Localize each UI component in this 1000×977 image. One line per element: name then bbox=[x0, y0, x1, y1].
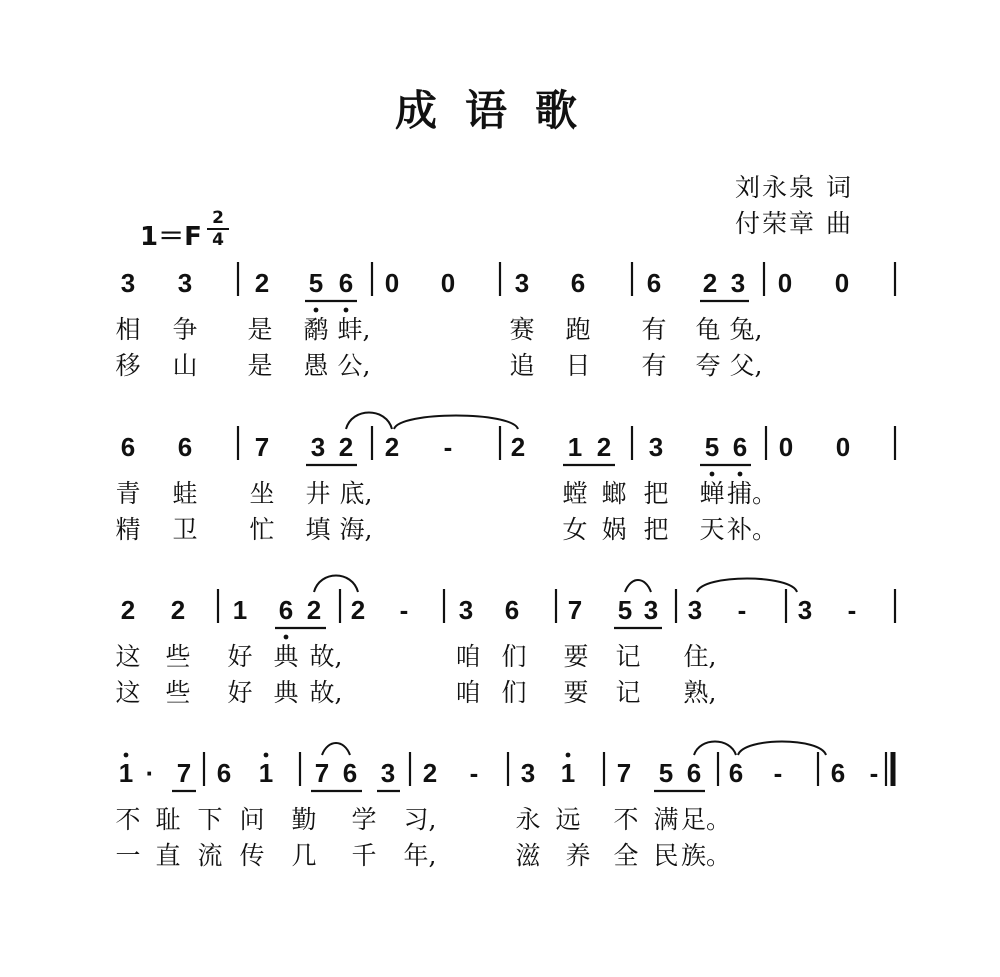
lyric-verse1: 捕。 bbox=[726, 479, 778, 508]
note: 1 bbox=[118, 758, 134, 788]
lyric-verse2: 记 bbox=[615, 678, 641, 707]
note: 0 bbox=[778, 432, 794, 462]
lyric-verse2: 公, bbox=[337, 351, 371, 380]
lyric-verse2: 娲 bbox=[601, 515, 627, 544]
note: 1 bbox=[258, 758, 274, 788]
lyric-verse1: 把 bbox=[643, 479, 669, 508]
lyric-verse1: 足。 bbox=[680, 805, 732, 834]
lyric-verse1: 有 bbox=[641, 315, 667, 344]
lyric-verse1: 典 bbox=[273, 642, 299, 671]
note: 6 bbox=[278, 595, 294, 625]
lyric-verse2: 千 bbox=[351, 841, 377, 870]
slur-tie bbox=[697, 579, 797, 593]
note: 2 bbox=[170, 595, 186, 625]
note: 2 bbox=[338, 432, 354, 462]
note: 2 bbox=[510, 432, 526, 462]
lyric-verse2: 夸 bbox=[695, 351, 721, 380]
lyric-verse2: 好 bbox=[227, 678, 253, 707]
lyric-verse2: 精 bbox=[115, 515, 141, 544]
slur-tie bbox=[314, 576, 358, 593]
lyric-verse2: 民 bbox=[653, 841, 679, 870]
lyric-verse2: 补。 bbox=[726, 515, 778, 544]
lyric-verse1: 好 bbox=[227, 642, 253, 671]
lyric-verse1: 井 bbox=[305, 479, 331, 508]
lyric-verse1: 些 bbox=[165, 642, 191, 671]
note: 6 bbox=[120, 432, 136, 462]
lyric-verse1: 螳 bbox=[562, 479, 588, 508]
slur-tie bbox=[322, 743, 350, 755]
lyric-verse1: 蝉 bbox=[699, 479, 725, 508]
note: 3 bbox=[648, 432, 664, 462]
lyric-verse1: 龟 bbox=[695, 315, 721, 344]
lyric-verse1: 要 bbox=[563, 642, 589, 671]
note: 3 bbox=[177, 268, 193, 298]
note: 3 bbox=[730, 268, 746, 298]
note: 0 bbox=[835, 432, 851, 462]
lyric-verse1: 跑 bbox=[565, 315, 591, 344]
note: 0 bbox=[834, 268, 850, 298]
lyric-verse2: 熟, bbox=[683, 678, 717, 707]
note: 3 bbox=[520, 758, 536, 788]
lyric-verse2: 有 bbox=[641, 351, 667, 380]
lyric-verse1: 蛙 bbox=[172, 479, 198, 508]
lyric-verse1: 住, bbox=[683, 642, 717, 671]
lyric-verse2: 把 bbox=[643, 515, 669, 544]
lyric-verse2: 几 bbox=[291, 841, 317, 870]
note: 1 bbox=[560, 758, 576, 788]
lyric-verse1: 勤 bbox=[291, 805, 317, 834]
lyric-verse2: 一 bbox=[115, 841, 141, 870]
lyric-verse2: 填 bbox=[305, 515, 331, 544]
lyric-verse1: 学 bbox=[351, 805, 377, 834]
note: - bbox=[737, 595, 747, 625]
lyric-verse1: 们 bbox=[501, 642, 527, 671]
lyric-verse1: 问 bbox=[239, 805, 265, 834]
song-title: 成语歌 bbox=[394, 86, 605, 135]
octave-dot-above bbox=[264, 753, 269, 758]
lyric-verse1: 故, bbox=[309, 642, 343, 671]
lyric-verse1: 兔, bbox=[729, 315, 763, 344]
lyric-verse2: 年, bbox=[403, 841, 437, 870]
note: 5 bbox=[704, 432, 720, 462]
lyric-verse2: 女 bbox=[562, 515, 588, 544]
lyric-verse2: 追 bbox=[509, 351, 535, 380]
octave-dot-below bbox=[284, 635, 289, 640]
octave-dot-below bbox=[314, 308, 319, 313]
slur-tie bbox=[625, 580, 651, 592]
octave-dot-below bbox=[344, 308, 349, 313]
lyric-verse1: 螂 bbox=[601, 479, 627, 508]
note: 3 bbox=[458, 595, 474, 625]
lyric-verse2: 海, bbox=[339, 515, 373, 544]
note: 3 bbox=[380, 758, 396, 788]
octave-dot-above bbox=[124, 753, 129, 758]
note: 2 bbox=[120, 595, 136, 625]
note: 6 bbox=[177, 432, 193, 462]
slur-tie bbox=[694, 742, 736, 756]
lyric-verse1: 鹬 bbox=[303, 315, 329, 344]
note: - bbox=[847, 595, 857, 625]
lyric-verse2: 咱 bbox=[455, 678, 481, 707]
note: 5 bbox=[617, 595, 633, 625]
lyric-verse1: 底, bbox=[339, 479, 373, 508]
note: 2 bbox=[350, 595, 366, 625]
note: 3 bbox=[797, 595, 813, 625]
note: - bbox=[399, 595, 409, 625]
note: 3 bbox=[514, 268, 530, 298]
lyric-verse1: 赛 bbox=[509, 315, 535, 344]
lyric-verse2: 们 bbox=[501, 678, 527, 707]
meter-top: 2 bbox=[207, 208, 229, 230]
note: - bbox=[869, 758, 879, 788]
lyric-verse1: 远 bbox=[555, 805, 581, 834]
note: 6 bbox=[570, 268, 586, 298]
octave-dot-below bbox=[738, 472, 743, 477]
lyric-verse2: 父, bbox=[729, 351, 763, 380]
note: 2 bbox=[422, 758, 438, 788]
lyric-verse2: 忙 bbox=[249, 515, 275, 544]
note: 6 bbox=[830, 758, 846, 788]
note: 2 bbox=[384, 432, 400, 462]
lyric-verse2: 愚 bbox=[303, 351, 329, 380]
lyric-verse1: 争 bbox=[172, 315, 198, 344]
lyric-verse1: 青 bbox=[115, 479, 141, 508]
lyric-verse2: 是 bbox=[247, 351, 273, 380]
lyric-verse2: 山 bbox=[172, 351, 198, 380]
meter-bottom: 4 bbox=[212, 230, 224, 250]
note: 6 bbox=[342, 758, 358, 788]
lyric-verse2: 滋 bbox=[515, 841, 541, 870]
note: 2 bbox=[306, 595, 322, 625]
lyric-verse2: 故, bbox=[309, 678, 343, 707]
note: 3 bbox=[310, 432, 326, 462]
note: 6 bbox=[686, 758, 702, 788]
lyric-verse2: 些 bbox=[165, 678, 191, 707]
lyric-verse1: 永 bbox=[515, 805, 541, 834]
note: 3 bbox=[687, 595, 703, 625]
lyric-verse1: 不 bbox=[613, 805, 639, 834]
note: 5 bbox=[308, 268, 324, 298]
note: 6 bbox=[646, 268, 662, 298]
slur-tie bbox=[346, 413, 392, 430]
note: 5 bbox=[658, 758, 674, 788]
lyric-verse2: 这 bbox=[115, 678, 141, 707]
lyric-verse2: 流 bbox=[197, 841, 223, 870]
lyric-verse2: 全 bbox=[613, 841, 639, 870]
note: 6 bbox=[732, 432, 748, 462]
lyric-verse2: 传 bbox=[239, 841, 265, 870]
octave-dot-above bbox=[566, 753, 571, 758]
note: 6 bbox=[728, 758, 744, 788]
lyric-verse1: 耻 bbox=[155, 805, 181, 834]
lyric-verse2: 族。 bbox=[680, 841, 732, 870]
note: 0 bbox=[440, 268, 456, 298]
note: - bbox=[773, 758, 783, 788]
lyric-verse1: 不 bbox=[115, 805, 141, 834]
note: 1 bbox=[567, 432, 583, 462]
note: 7 bbox=[616, 758, 632, 788]
lyric-verse1: 咱 bbox=[455, 642, 481, 671]
note: 0 bbox=[777, 268, 793, 298]
lyric-verse1: 相 bbox=[115, 315, 141, 344]
note: · bbox=[145, 758, 155, 788]
note: - bbox=[469, 758, 479, 788]
note: 0 bbox=[384, 268, 400, 298]
lyric-verse2: 直 bbox=[155, 841, 181, 870]
lyric-verse1: 下 bbox=[197, 805, 223, 834]
octave-dot-below bbox=[710, 472, 715, 477]
lyric-verse1: 满 bbox=[653, 805, 679, 834]
lyric-verse2: 卫 bbox=[172, 515, 198, 544]
lyric-verse2: 日 bbox=[565, 351, 591, 380]
note: 7 bbox=[176, 758, 192, 788]
lyric-verse1: 蚌, bbox=[337, 315, 371, 344]
note: 2 bbox=[254, 268, 270, 298]
note: 2 bbox=[596, 432, 612, 462]
lyric-verse2: 天 bbox=[699, 515, 725, 544]
note: 7 bbox=[314, 758, 330, 788]
lyric-verse1: 记 bbox=[615, 642, 641, 671]
lyric-verse1: 是 bbox=[247, 315, 273, 344]
slur-tie bbox=[738, 742, 826, 756]
lyric-verse1: 习, bbox=[403, 805, 437, 834]
lyric-verse2: 养 bbox=[565, 841, 591, 870]
note: 1 bbox=[232, 595, 248, 625]
note: 6 bbox=[504, 595, 520, 625]
lyric-verse2: 典 bbox=[273, 678, 299, 707]
composer-credit: 付荣章 曲 bbox=[735, 209, 853, 238]
lyric-verse2: 要 bbox=[563, 678, 589, 707]
note: 3 bbox=[120, 268, 136, 298]
note: 2 bbox=[702, 268, 718, 298]
lyric-verse1: 坐 bbox=[249, 479, 275, 508]
note: 6 bbox=[216, 758, 232, 788]
lyricist-credit: 刘永泉 词 bbox=[735, 173, 853, 202]
note: 7 bbox=[254, 432, 270, 462]
lyric-verse2: 移 bbox=[115, 351, 141, 380]
note: 7 bbox=[567, 595, 583, 625]
note: 3 bbox=[643, 595, 659, 625]
note: 6 bbox=[338, 268, 354, 298]
key-signature: 1＝F bbox=[140, 222, 202, 252]
lyric-verse1: 这 bbox=[115, 642, 141, 671]
note: - bbox=[443, 432, 453, 462]
